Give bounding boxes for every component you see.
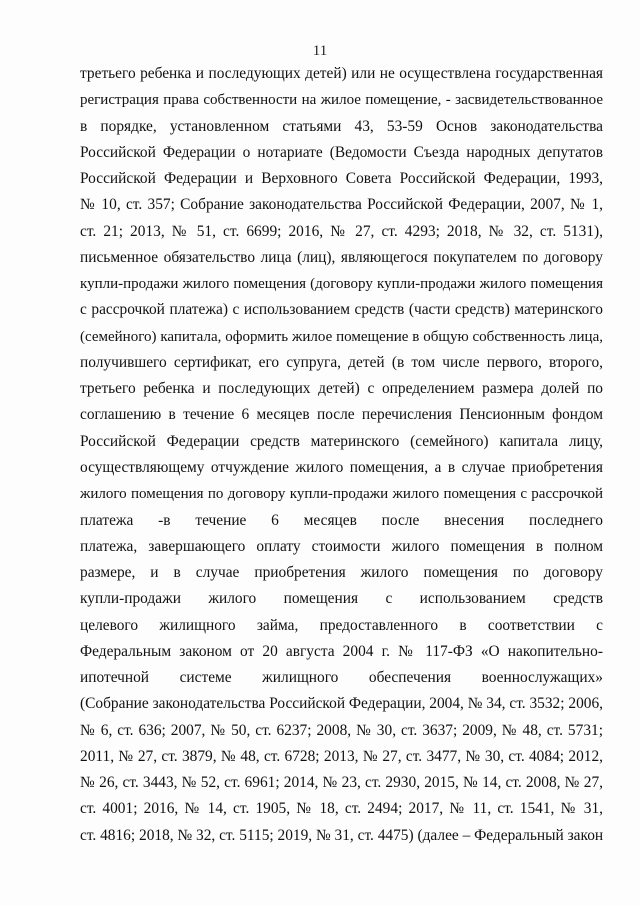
text-line: ст. 4816; 2018, № 32, ст. 5115; 2019, № 31, ст. 4475) (далее – Федеральный закон (80, 826, 603, 844)
text-line: платежа -в течение 6 месяцев после внесения последнего (80, 511, 603, 529)
text-line: Российской Федерации о нотариате (Ведомости Съезда народных депутатов (80, 143, 603, 161)
text-line: Федеральным законом от 20 августа 2004 г. № 117-ФЗ «О накопительно- (80, 642, 603, 660)
text-line: третьего ребенка и последующих детей) или не осуществлена государственная (80, 65, 603, 82)
text-line: купли-продажи жилого помещения с использованием средств (80, 590, 603, 608)
text-line: регистрация права собственности на жилое помещение, - засвидетельствованное (80, 92, 603, 109)
text-line: (семейного) капитала, оформить жилое помещение в общую собственность лица, (80, 328, 603, 345)
text-line: с рассрочкой платежа) с использованием средств (части средств) материнского (80, 301, 603, 319)
text-line: ст. 4001; 2016, № 14, ст. 1905, № 18, ст. 2494; 2017, № 11, ст. 1541, № 31, (80, 800, 603, 818)
text-line: получившего сертификат, его супруга, детей (в том числе первого, второго, (80, 353, 603, 371)
text-line: № 6, ст. 636; 2007, № 50, ст. 6237; 2008, № 30, ст. 3637; 2009, № 48, ст. 5731; (80, 721, 603, 739)
text-line: ст. 21; 2013, № 51, ст. 6699; 2016, № 27, ст. 4293; 2018, № 32, ст. 5131), (80, 222, 603, 240)
page-number: 11 (312, 43, 328, 59)
text-line: осуществляющему отчуждение жилого помещения, а в случае приобретения (80, 458, 603, 476)
text-line: платежа, завершающего оплату стоимости жилого помещения в полном (80, 537, 603, 555)
text-line: (Собрание законодательства Российской Федерации, 2004, № 34, ст. 3532; 2006, (80, 695, 603, 713)
text-line: соглашению в течение 6 месяцев после перечисления Пенсионным фондом (80, 406, 603, 424)
text-line: жилого помещения по договору купли-продажи жилого помещения с рассрочкой (80, 486, 603, 503)
text-line: целевого жилищного займа, предоставленного в соответствии с (80, 616, 603, 634)
text-line: Российской Федерации средств материнского (семейного) капитала лицу, (80, 432, 603, 450)
text-line: письменное обязательство лица (лиц), являющегося покупателем по договору (80, 248, 603, 266)
text-line: купли-продажи жилого помещения (договору купли-продажи жилого помещения (80, 276, 603, 293)
text-line: в порядке, установленном статьями 43, 53-59 Основ законодательства (80, 117, 603, 135)
text-line: ипотечной системе жилищного обеспечения военнослужащих» (80, 669, 603, 687)
text-line: Российской Федерации и Верховного Совета Российской Федерации, 1993, (80, 170, 603, 188)
text-line: № 10, ст. 357; Собрание законодательства Российской Федерации, 2007, № 1, (80, 196, 603, 214)
body-text (80, 61, 603, 849)
text-line: размере, и в случае приобретения жилого помещения по договору (80, 564, 603, 582)
text-line: № 26, ст. 3443, № 52, ст. 6961; 2014, № 23, ст. 2930, 2015, № 14, ст. 2008, № 27, (80, 774, 603, 792)
text-line: 2011, № 27, ст. 3879, № 48, ст. 6728; 2013, № 27, ст. 3477, № 30, ст. 4084; 2012, (80, 747, 603, 765)
text-line: третьего ребенка и последующих детей) с определением размера долей по (80, 380, 603, 398)
